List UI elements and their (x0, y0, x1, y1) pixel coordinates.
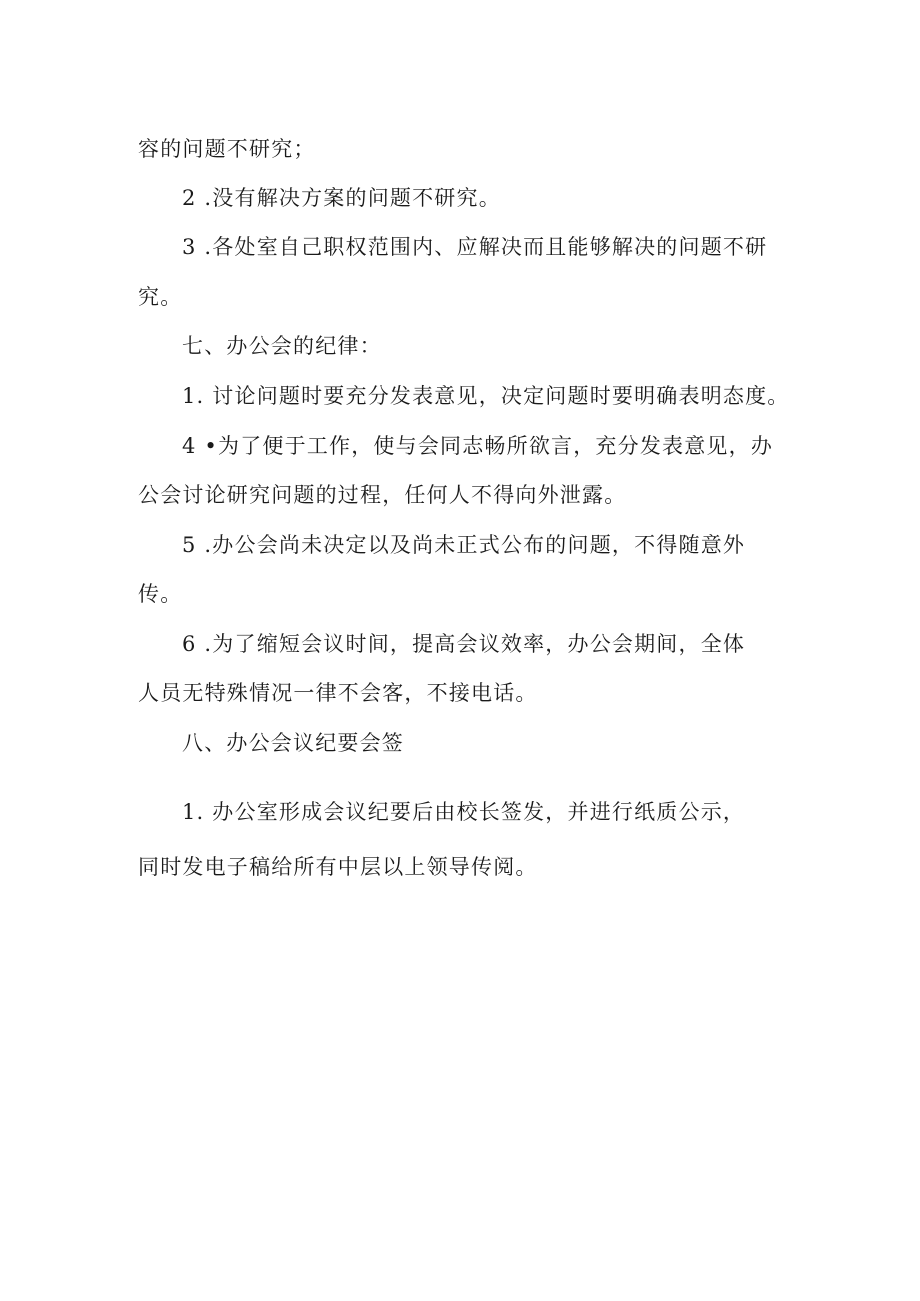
section-heading-8: 八、办公会议纪要会签 (182, 731, 404, 755)
list-item-2: 2 .没有解决方案的问题不研究。 (182, 186, 501, 210)
list-item-5: 5 .办公会尚未决定以及尚未正式公布的问题，不得随意外 (182, 533, 746, 557)
list-item-1: 1. 讨论问题时要充分发表意见，决定问题时要明确表明态度。 (182, 384, 790, 408)
body-text-line: 容的问题不研究； (138, 137, 316, 161)
list-item-4: 4 •为了便于工作，使与会同志畅所欲言，充分发表意见，办 (182, 434, 774, 458)
section-heading-7: 七、办公会的纪律： (182, 334, 382, 358)
list-item-6-continued: 人员无特殊情况一律不会客，不接电话。 (138, 681, 538, 705)
list-item-4-continued: 公会讨论研究问题的过程，任何人不得向外泄露。 (138, 483, 627, 507)
list-item-1-sign: 1. 办公室形成会议纪要后由校长签发，并进行纸质公示， (182, 800, 746, 824)
list-item-3: 3 .各处室自己职权范围内、应解决而且能够解决的问题不研 (182, 235, 768, 259)
list-item-5-continued: 传。 (138, 582, 183, 606)
list-item-1-sign-continued: 同时发电子稿给所有中层以上领导传阅。 (138, 855, 538, 879)
list-item-3-continued: 究。 (138, 285, 183, 309)
list-item-6: 6 .为了缩短会议时间，提高会议效率，办公会期间，全体 (182, 632, 746, 656)
